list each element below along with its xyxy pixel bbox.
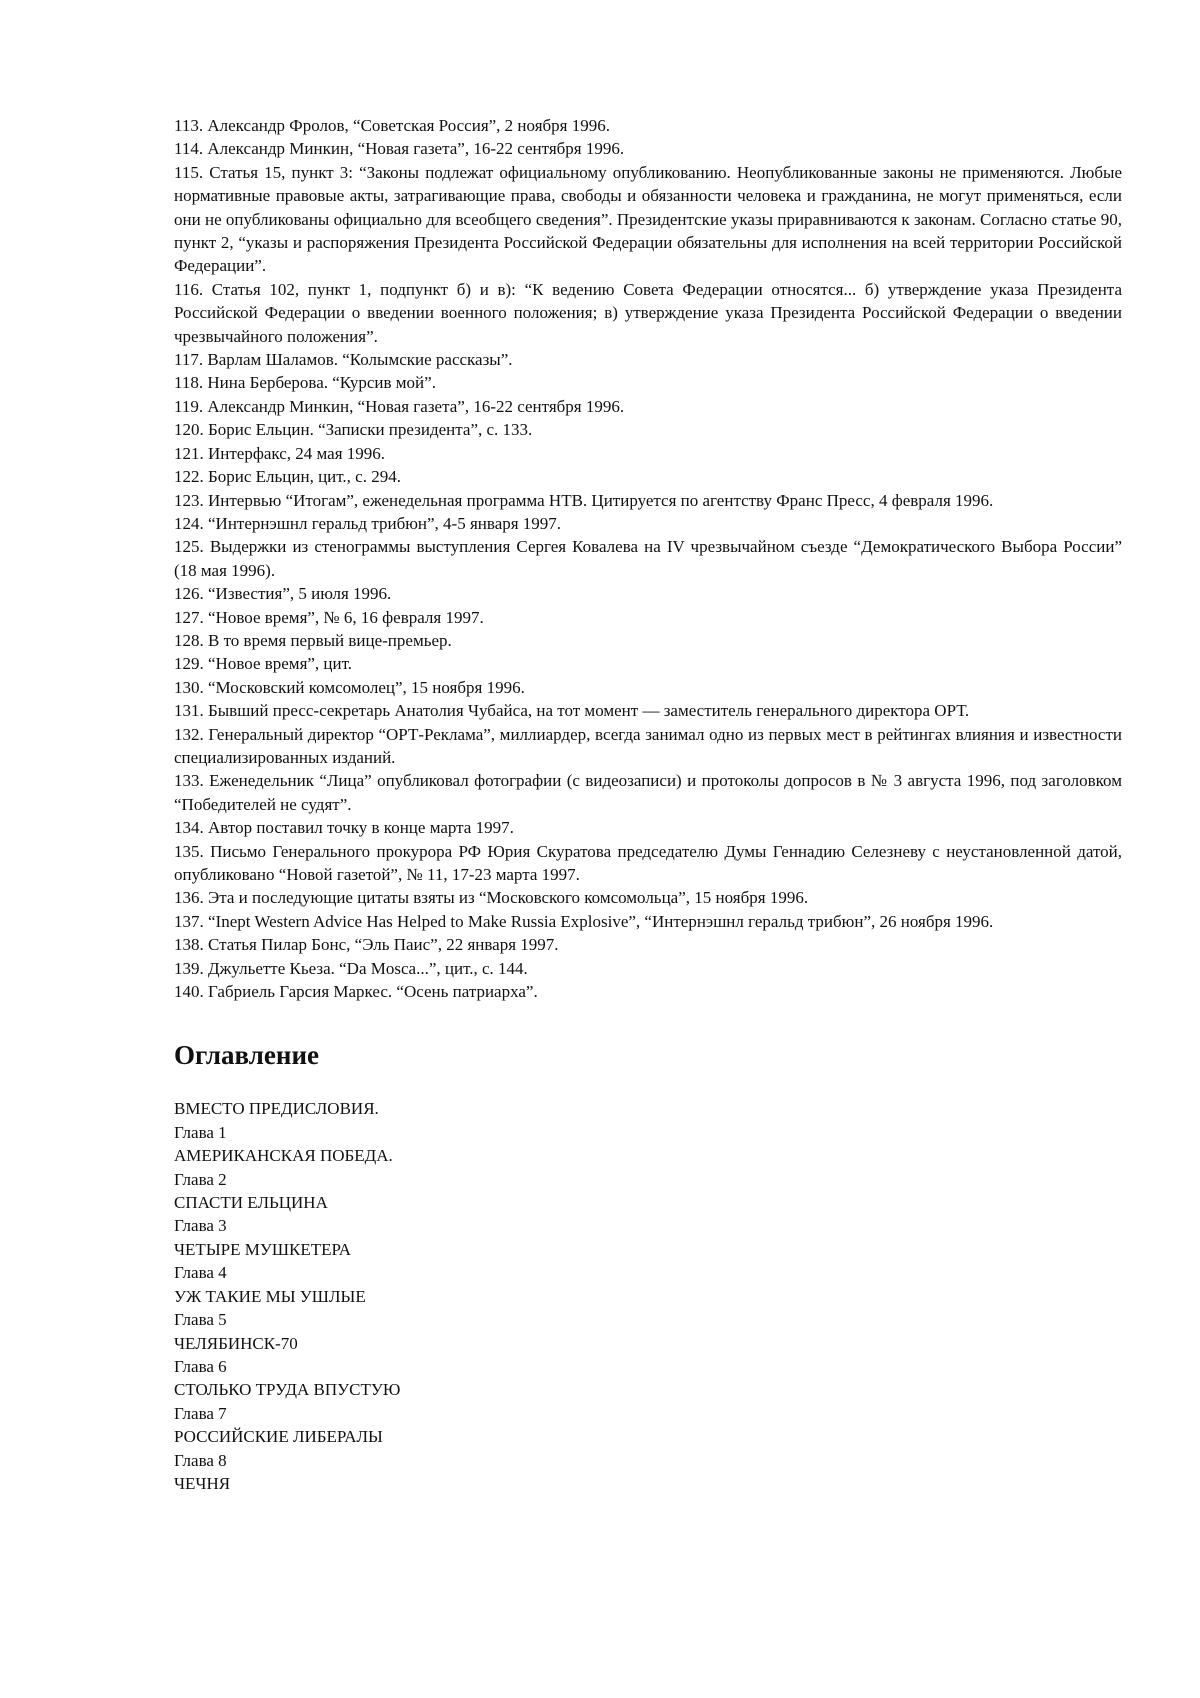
endnotes-list (174, 114, 1122, 1003)
toc-chapter-5-title[interactable]: ЧЕЛЯБИНСК-70 (174, 1333, 298, 1353)
endnote-140: 140. Габриель Гарсия Маркес. “Осень патриарха”. (174, 982, 538, 1002)
toc-chapter-4-label[interactable]: Глава 4 (174, 1263, 227, 1283)
toc-chapter-5-label[interactable]: Глава 5 (174, 1310, 227, 1330)
endnote-123: 123. Интервью “Итогам”, еженедельная программа НТВ. Цитируется по агентству Франс Пресс, 4 февраля 1996. (174, 490, 994, 510)
toc-chapter-7-label[interactable]: Глава 7 (174, 1403, 227, 1423)
endnote-131: 131. Бывший пресс-секретарь Анатолия Чубайса, на тот момент — заместитель генерального директора ОРТ. (174, 701, 970, 721)
endnote-121: 121. Интерфакс, 24 мая 1996. (174, 443, 386, 463)
endnote-137: 137. “Inept Western Advice Has Helped to Make Russia Explosive”, “Интернэшнл геральд трибюн”, 26 ноября 1996. (174, 911, 994, 931)
endnote-114: 114. Александр Минкин, “Новая газета”, 16-22 сентября 1996. (174, 139, 625, 159)
toc-chapter-7-title[interactable]: РОССИЙСКИЕ ЛИБЕРАЛЫ (174, 1427, 383, 1447)
table-of-contents (174, 1097, 1122, 1495)
endnote-132: 132. Генеральный директор “ОРТ-Реклама”, миллиардер, всегда занимал одно из первых мест в рейтингах влияния и известности специализированных изданий. (174, 724, 1122, 767)
endnote-133: 133. Еженедельник “Лица” опубликовал фотографии (с видеозаписи) и протоколы допросов в № 3 августа 1996, под заголовком “Победителей не судят”. (174, 771, 1122, 814)
toc-chapter-6-label[interactable]: Глава 6 (174, 1356, 227, 1376)
endnote-115: 115. Статья 15, пункт 3: “Законы подлежат официальному опубликованию. Неопубликованные законы не применяются. Любые нормативные правовые акты, затрагивающие права, свободы и обязанности человека и гражданина, не могут применяться, если они не опубликованы официально для всеобщего сведения”. Президентские указы приравниваются к законам. Согласно статье 90, пункт 2, “указы и распоряжения Президента Российской Федерации обязательны для исполнения на всей территории Российской Федерации”. (174, 162, 1122, 276)
endnote-122: 122. Борис Ельцин, цит., с. 294. (174, 467, 401, 487)
endnote-118: 118. Нина Берберова. “Курсив мой”. (174, 373, 436, 393)
endnote-117: 117. Варлам Шаламов. “Колымские рассказы”. (174, 350, 513, 370)
toc-heading: Оглавление (174, 1040, 319, 1071)
toc-chapter-1-label[interactable]: Глава 1 (174, 1122, 227, 1142)
endnote-128: 128. В то время первый вице-премьер. (174, 630, 452, 650)
toc-chapter-1-title[interactable]: АМЕРИКАНСКАЯ ПОБЕДА. (174, 1146, 393, 1166)
endnote-127: 127. “Новое время”, № 6, 16 февраля 1997. (174, 607, 484, 627)
endnote-134: 134. Автор поставил точку в конце марта 1997. (174, 818, 514, 838)
endnote-124: 124. “Интернэшнл геральд трибюн”, 4-5 января 1997. (174, 513, 562, 533)
toc-chapter-2-title[interactable]: СПАСТИ ЕЛЬЦИНА (174, 1193, 328, 1213)
endnote-120: 120. Борис Ельцин. “Записки президента”, с. 133. (174, 420, 533, 440)
endnote-138: 138. Статья Пилар Бонс, “Эль Паис”, 22 января 1997. (174, 935, 559, 955)
toc-chapter-4-title[interactable]: УЖ ТАКИЕ МЫ УШЛЫЕ (174, 1286, 366, 1306)
endnote-113: 113. Александр Фролов, “Советская Россия”, 2 ноября 1996. (174, 116, 610, 135)
toc-chapter-2-label[interactable]: Глава 2 (174, 1169, 227, 1189)
toc-chapter-6-title[interactable]: СТОЛЬКО ТРУДА ВПУСТУЮ (174, 1380, 401, 1400)
endnote-135: 135. Письмо Генерального прокурора РФ Юрия Скуратова председателю Думы Геннадию Селезневу с неустановленной датой, опубликовано “Новой газетой”, № 11, 17-23 марта 1997. (174, 841, 1122, 884)
toc-chapter-3-title[interactable]: ЧЕТЫРЕ МУШКЕТЕРА (174, 1239, 352, 1259)
endnote-125: 125. Выдержки из стенограммы выступления Сергея Ковалева на IV чрезвычайном съезде “Демократического Выбора России” (18 мая 1996). (174, 537, 1122, 580)
toc-chapter-8-title[interactable]: ЧЕЧНЯ (174, 1473, 231, 1493)
toc-chapter-8-label[interactable]: Глава 8 (174, 1450, 227, 1470)
endnote-116: 116. Статья 102, пункт 1, подпункт б) и в): “К ведению Совета Федерации относятся... б) утверждение указа Президента Российской Федерации о введении военного положения; в) утверждение указа Президента Российской Федерации о введении чрезвычайного положения”. (174, 279, 1122, 346)
document-page (174, 114, 1122, 1495)
endnote-119: 119. Александр Минкин, “Новая газета”, 16-22 сентября 1996. (174, 396, 625, 416)
toc-entry-foreword[interactable]: ВМЕСТО ПРЕДИСЛОВИЯ. (174, 1099, 379, 1119)
endnote-129: 129. “Новое время”, цит. (174, 654, 353, 674)
endnote-126: 126. “Известия”, 5 июля 1996. (174, 584, 392, 604)
endnote-130: 130. “Московский комсомолец”, 15 ноября 1996. (174, 677, 525, 697)
toc-chapter-3-label[interactable]: Глава 3 (174, 1216, 227, 1236)
endnote-139: 139. Джульетте Кьеза. “Da Mosca...”, цит., с. 144. (174, 958, 528, 978)
endnote-136: 136. Эта и последующие цитаты взяты из “Московского комсомольца”, 15 ноября 1996. (174, 888, 809, 908)
